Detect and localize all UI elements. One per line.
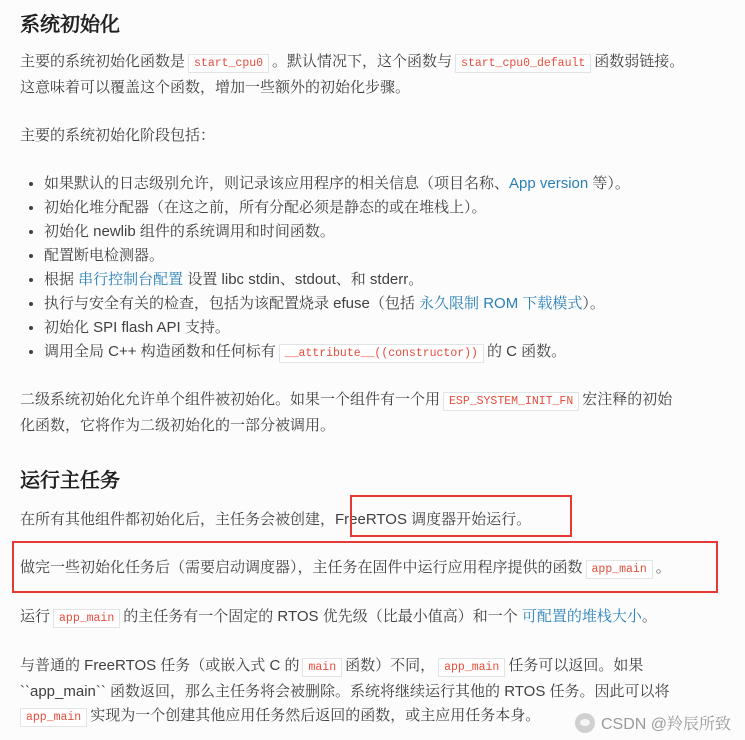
code-app-main: app_main <box>586 560 653 579</box>
section-title-system-init: 系统初始化 <box>20 14 120 36</box>
text: 主要的系统初始化函数是 <box>20 53 186 70</box>
section-title-main-task: 运行主任务 <box>20 470 120 492</box>
text: 的 C 函数。 <box>486 343 567 360</box>
text: 函数）不同， <box>345 657 436 674</box>
code-start-cpu0: start_cpu0 <box>188 54 269 73</box>
list-item: • 配置断电检测器。 <box>44 244 724 268</box>
text: 等）。 <box>588 175 630 192</box>
list-item <box>44 172 724 196</box>
text-highlighted: FreeRTOS 调度器开始运行。 <box>335 511 532 528</box>
code-app-main: app_main <box>53 609 120 628</box>
code-esp-system-init-fn: ESP_SYSTEM_INIT_FN <box>443 392 579 411</box>
text: 调用全局 C++ 构造函数和任何标有 <box>44 343 276 360</box>
list-item: • 初始化 newlib 组件的系统调用和时间函数。 <box>44 220 724 244</box>
watermark <box>575 711 731 734</box>
code-attribute-constructor: __attribute__((constructor)) <box>279 344 484 363</box>
text: 实现为一个创建其他应用任务然后返回的函数，或主应用任务本身。 <box>90 707 541 724</box>
text: 做完一些初始化任务后（需要启动调度器），主任务在固件中运行应用程序提供的函数 <box>20 559 583 576</box>
text: 在所有其他组件都初始化后，主任务会被创建， <box>20 511 336 528</box>
text: 如果默认的日志级别允许，则记录该应用程序的相关信息（项目名称、 <box>44 175 510 192</box>
text: 。 <box>655 559 671 576</box>
text: 函数弱链接。 <box>594 53 685 70</box>
link-app-version[interactable]: App version <box>509 175 589 192</box>
list-item <box>44 292 724 316</box>
link-configurable-stack-size[interactable]: 可配置的堆栈大小 <box>521 608 642 625</box>
list-item: • 初始化堆分配器（在这之前，所有分配必须是静态的或在堆栈上）。 <box>44 196 724 220</box>
paragraph-secondary-init <box>20 388 720 438</box>
link-rom-download-mode[interactable]: 永久限制 ROM 下载模式 <box>419 295 583 312</box>
paragraph-priority <box>20 605 720 631</box>
list-item <box>44 268 724 292</box>
watermark-text: CSDN @羚辰所致 <box>600 716 731 733</box>
highlight-box-scheduler <box>350 495 572 537</box>
code-start-cpu0-default: start_cpu0_default <box>455 54 591 73</box>
text: 设置 libc stdin、stdout、和 stderr。 <box>183 271 424 288</box>
text: 这意味着可以覆盖这个函数，增加一些额外的初始化步骤。 <box>20 79 411 96</box>
list-item <box>44 340 724 366</box>
list-item: • 初始化 SPI flash API 支持。 <box>44 316 724 340</box>
init-stages-list <box>20 172 724 366</box>
code-app-main: app_main <box>438 658 505 677</box>
code-main: main <box>302 658 342 677</box>
highlight-box-app-main <box>12 541 718 593</box>
text: 与普通的 FreeRTOS 任务（或嵌入式 C 的 <box>20 657 300 674</box>
text: 宏注释的初始 <box>582 391 673 408</box>
code-app-main: app_main <box>20 708 87 727</box>
text: 任务可以返回。如果 <box>508 657 644 674</box>
text: ）。 <box>582 295 605 312</box>
text: ``app_main`` 函数返回，那么主任务将会被删除。系统将继续运行其他的 RTOS 任务。因此可以将 <box>20 683 670 700</box>
link-serial-console-config[interactable]: 串行控制台配置 <box>78 271 184 288</box>
text: 化函数，它将作为二级初始化的一部分被调用。 <box>20 417 336 434</box>
text: 。 <box>641 608 657 625</box>
text: 的主任务有一个固定的 RTOS 优先级（比最小值高）和一个 <box>123 608 522 625</box>
text: 执行与安全有关的检查，包括为该配置烧录 efuse（包括 <box>44 295 420 312</box>
text: 。默认情况下，这个函数与 <box>272 53 453 70</box>
text: 运行 <box>20 608 51 625</box>
text: 二级系统初始化允许单个组件被初始化。如果一个组件有一个用 <box>20 391 441 408</box>
paragraph-stages-intro: 主要的系统初始化阶段包括： <box>20 127 216 144</box>
wechat-icon <box>575 713 595 733</box>
paragraph-main-init <box>20 50 720 100</box>
text: 根据 <box>44 271 79 288</box>
